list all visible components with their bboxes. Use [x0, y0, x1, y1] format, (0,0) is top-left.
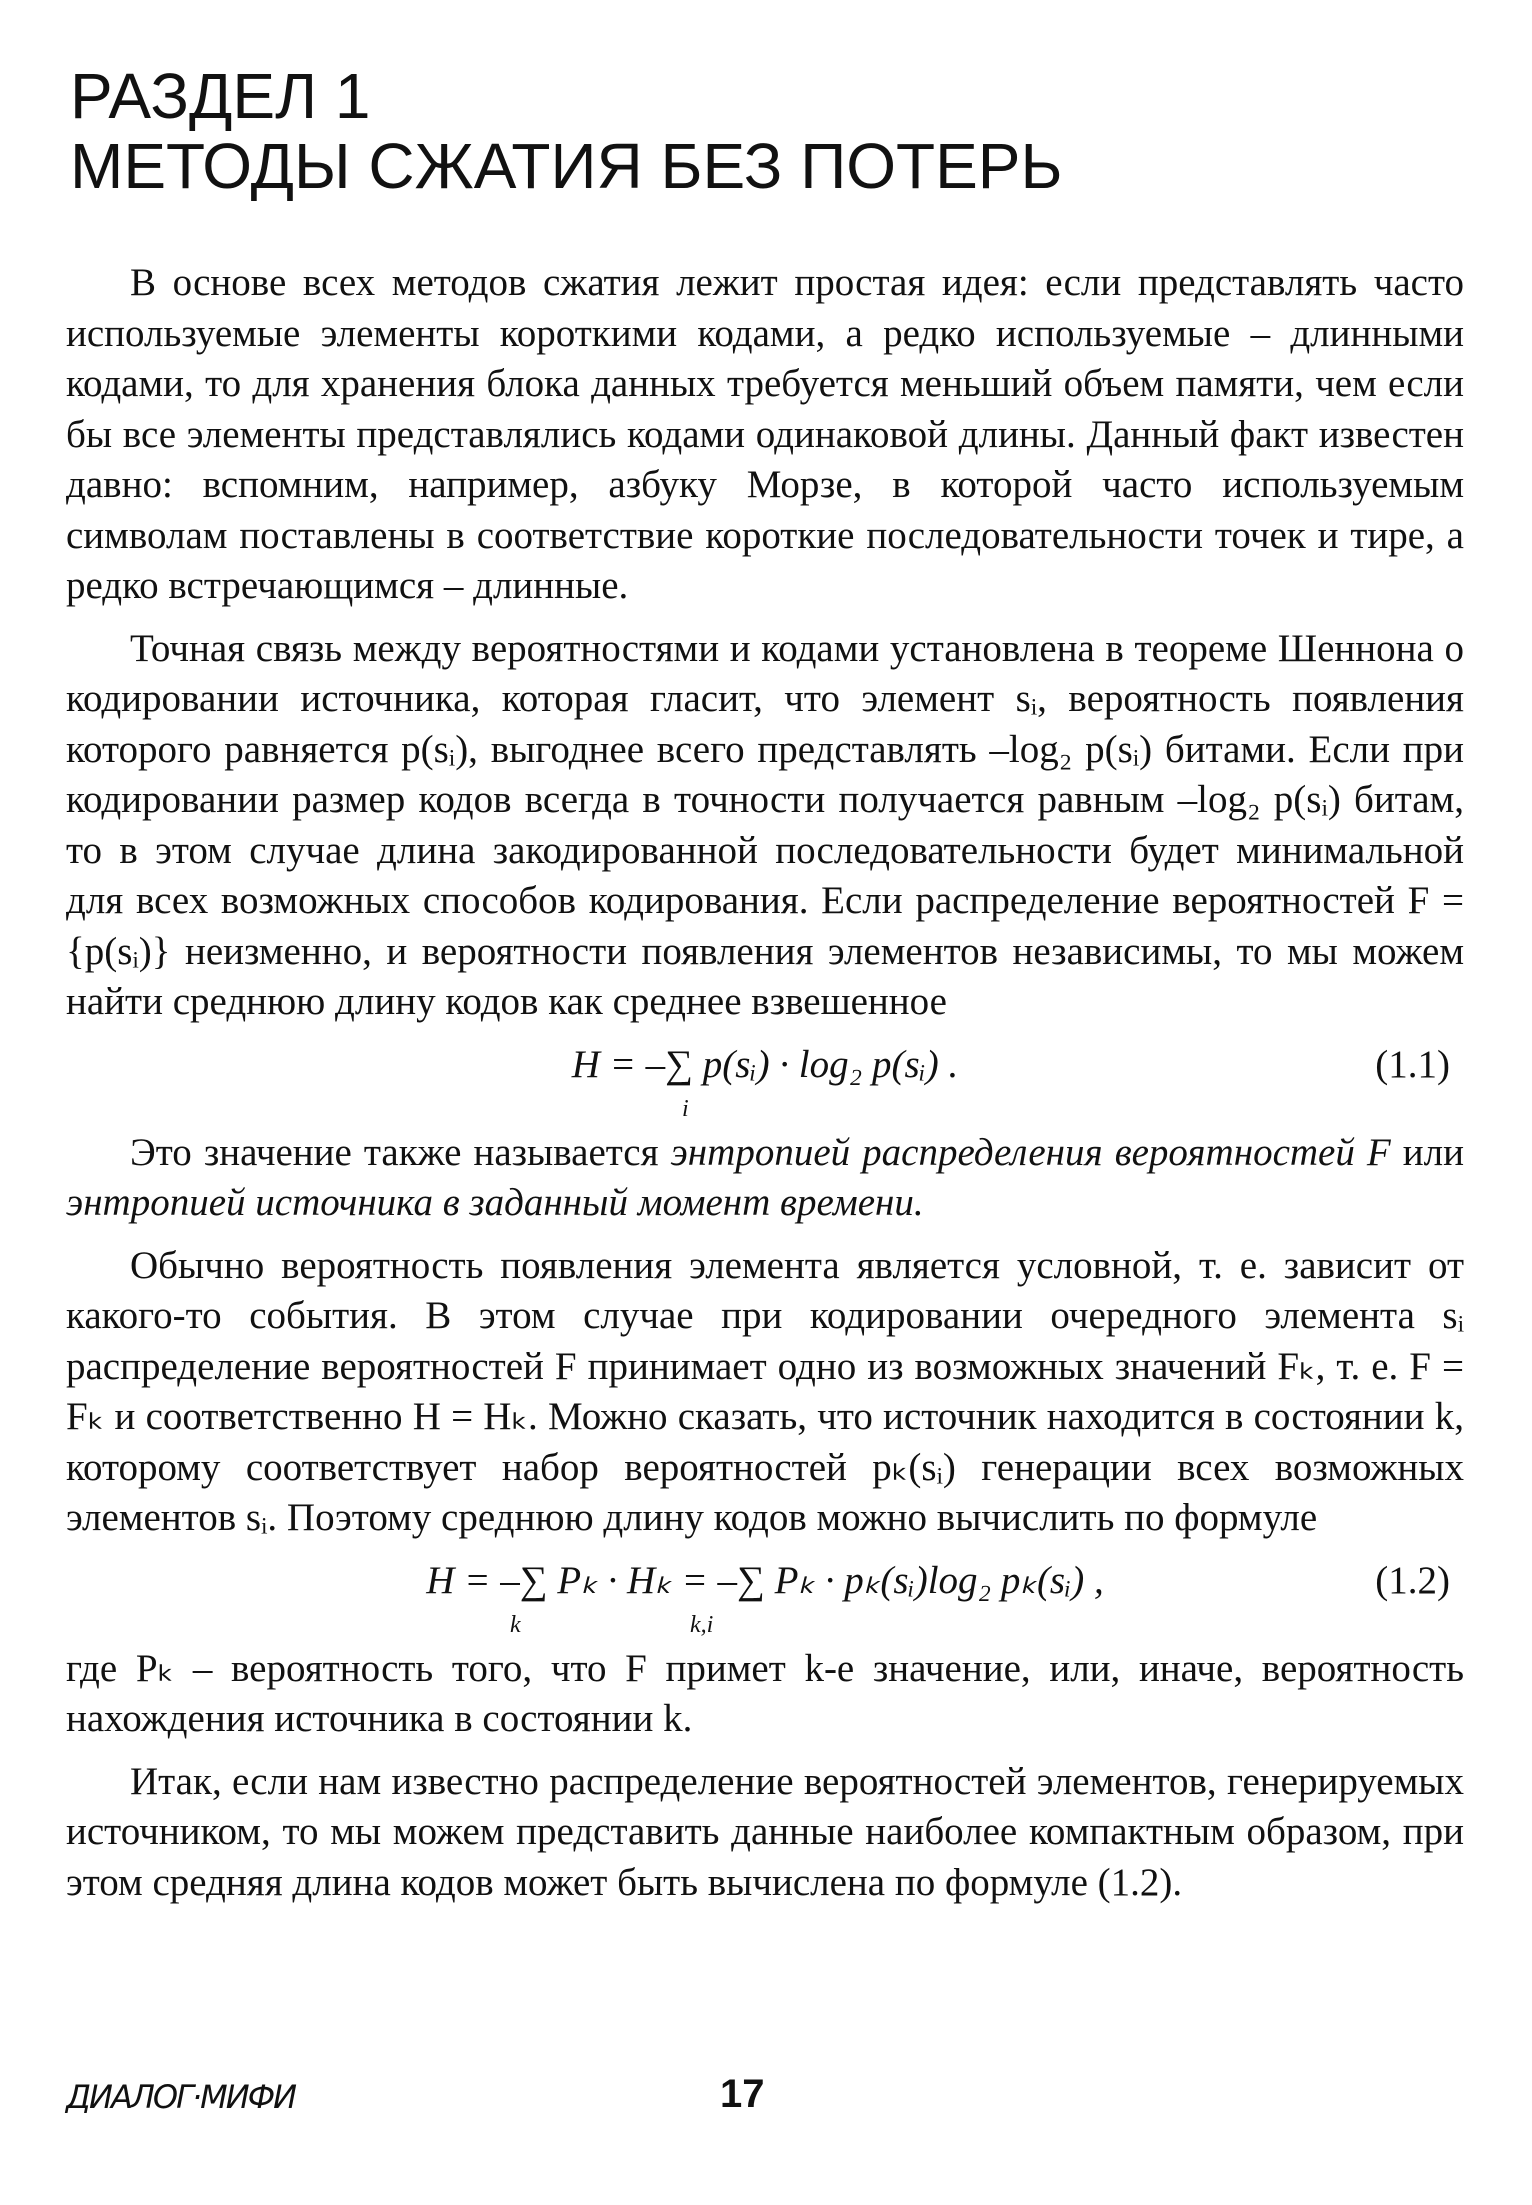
section-title: МЕТОДЫ СЖАТИЯ БЕЗ ПОТЕРЬ: [70, 130, 1063, 202]
paragraph-shannon: Точная связь между вероятностями и кодами установлена в теореме Шеннона о кодировании источника, которая гласит, что элемент sᵢ, вероятность появления которого равняется p(sᵢ), выгоднее всего представлять –log₂ p(sᵢ) битами. Если при кодировании размер кодов всегда в точности получается равным –log₂ p(sᵢ) битам, то в этом случае длина закодированной последовательности будет минимальной для всех возможных способов кодирования. Если распределение вероятностей F = {p(sᵢ)} неизменно, и вероятности появления элементов независимы, то мы можем найти среднюю длину кодов как среднее взвешенное: [66, 626, 1464, 1023]
entropy-intro-text: Это значение также называется: [130, 1130, 659, 1174]
formula-1-2-sum-index-ki: k,i: [690, 1611, 714, 1638]
body-text: [66, 258, 1464, 1920]
section-label: РАЗДЕЛ 1: [70, 60, 371, 132]
formula-1-1: [66, 1040, 1464, 1122]
formula-1-2-expression: H = –∑ Pₖ · Hₖ = –∑ Pₖ · pₖ(sᵢ)log₂ pₖ(sᵢ) ,: [426, 1558, 1104, 1602]
formula-1-2: [66, 1556, 1464, 1638]
formula-1-2-sum-index-k: k: [510, 1611, 521, 1638]
formula-1-2-number: (1.2): [1375, 1558, 1450, 1602]
page-number: 17: [720, 2072, 765, 2116]
paragraph-entropy: [66, 1128, 1464, 1229]
entropy-term-source: энтропией источника в заданный момент времени.: [66, 1181, 924, 1224]
paragraph-where: где Pₖ – вероятность того, что F примет k-е значение, или, иначе, вероятность нахождения источника в состоянии k.: [66, 1646, 1464, 1740]
formula-1-1-sum-index: i: [682, 1095, 689, 1122]
paragraph-intro: В основе всех методов сжатия лежит простая идея: если представлять часто используемые элементы короткими кодами, а редко используемые – длинными кодами, то для хранения блока данных требуется меньший объем памяти, чем если бы все элементы представлялись кодами одинаковой длины. Данный факт известен давно: вспомним, например, азбуку Морзе, в которой часто используемым символам поставлены в соответствие короткие последовательности точек и тире, а редко встречающимся – длинные.: [66, 261, 1464, 607]
entropy-or-text: или: [1402, 1130, 1465, 1174]
entropy-term-distribution: энтропией распределения вероятностей F: [670, 1130, 1391, 1174]
paragraph-conditional: Обычно вероятность появления элемента является условной, т. е. зависит от какого-то события. В этом случае при кодировании очередного элемента sᵢ распределение вероятностей F принимает одно из возможных значений Fₖ, т. е. F = Fₖ и соответственно H = Hₖ. Можно сказать, что источник находится в состоянии k, которому соответствует набор вероятностей pₖ(sᵢ) генерации всех возможных элементов sᵢ. Поэтому среднюю длину кодов можно вычислить по формуле: [66, 1243, 1464, 1539]
publisher-logo: ДИАЛОГ·МИФИ: [66, 2078, 296, 2116]
formula-1-1-expression: H = –∑ p(sᵢ) · log₂ p(sᵢ) .: [571, 1042, 959, 1086]
paragraph-conclusion: Итак, если нам известно распределение вероятностей элементов, генерируемых источником, то мы можем представить данные наиболее компактным образом, при этом средняя длина кодов может быть вычислена по формуле (1.2).: [66, 1759, 1464, 1904]
formula-1-1-number: (1.1): [1375, 1042, 1450, 1086]
